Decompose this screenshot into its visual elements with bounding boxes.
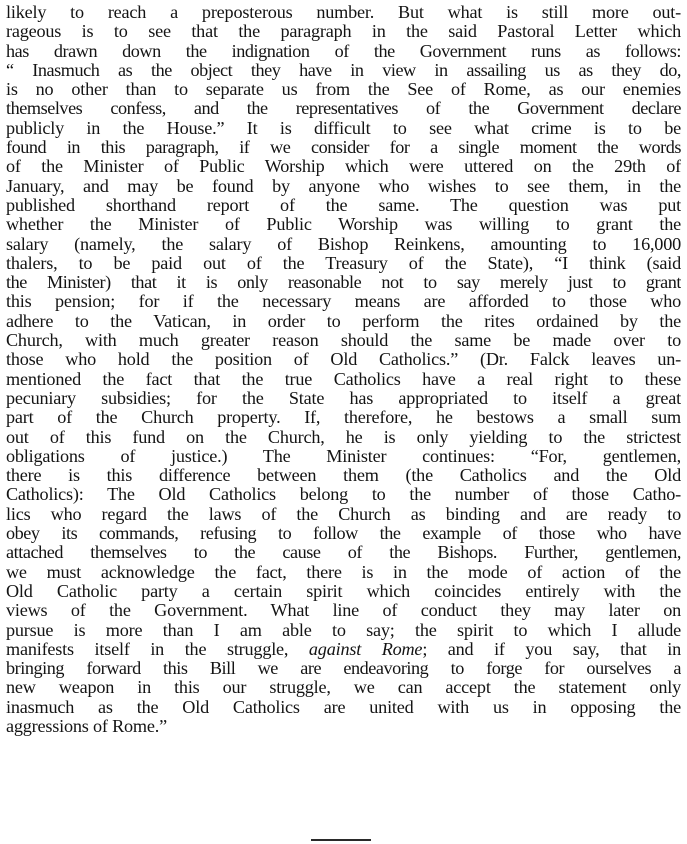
text-line: bringing forward this Bill we are endeavoring to forge for ourselves a: [6, 659, 681, 679]
text-line: new weapon in this our struggle, we can accept the statement only: [6, 678, 681, 698]
text-line: obey its commands, refusing to follow the example of those who have: [6, 524, 681, 544]
text-line: [6, 640, 681, 659]
text-line: thalers, to be paid out of the Treasury of the State), “I think (said: [6, 253, 681, 273]
text-line: inasmuch as the Old Catholics are united with us in opposing the: [6, 697, 681, 717]
text-line: found in this paragraph, if we consider for a single moment the words: [6, 138, 681, 158]
text-line: January, and may be found by anyone who wishes to see them, in the: [6, 176, 681, 196]
text-line: published shorthand report of the same. The question was put: [6, 195, 681, 215]
article-text: [6, 3, 681, 736]
text-line: pursue is more than I am able to say; the spirit to which I allude: [6, 620, 681, 640]
text-line: is no other than to separate us from the See of Rome, as our enemies: [6, 80, 681, 100]
section-divider: [311, 839, 371, 841]
italic-phrase: against Rome: [308, 639, 423, 659]
text-line: of the Minister of Public Worship which were uttered on the 29th of: [6, 157, 681, 177]
text-line: out of this fund on the Church, he is only yielding to the strictest: [6, 427, 681, 447]
text-line: this pension; for if the necessary means are afforded to those who: [6, 292, 681, 312]
text-line: mentioned the fact that the true Catholics have a real right to these: [6, 369, 681, 389]
text-segment: manifests itself in the struggle,: [6, 639, 309, 659]
text-line: rageous is to see that the paragraph in the said Pastoral Letter which: [6, 22, 681, 42]
text-line: salary (namely, the salary of Bishop Reinkens, amounting to 16,000: [6, 234, 681, 254]
text-line: those who hold the position of Old Catholics.” (Dr. Falck leaves un-: [6, 350, 681, 370]
text-line: whether the Minister of Public Worship was willing to grant the: [6, 215, 681, 235]
text-line: Church, with much greater reason should the same be made over to: [6, 331, 681, 351]
text-line: views of the Government. What line of conduct they may later on: [6, 601, 681, 621]
text-line: pecuniary subsidies; for the State has appropriated to itself a great: [6, 388, 681, 408]
text-line: the Minister) that it is only reasonable not to say merely just to grant: [6, 273, 681, 293]
text-line: themselves confess, and the representatives of the Government declare: [6, 99, 681, 119]
text-line: lics who regard the laws of the Church as binding and are ready to: [6, 504, 681, 524]
text-line: likely to reach a preposterous number. But what is still more out-: [6, 3, 681, 22]
text-line: “ Inasmuch as the object they have in view in assailing us as they do,: [6, 60, 681, 80]
text-line: adhere to the Vatican, in order to perform the rites ordained by the: [6, 311, 681, 331]
text-line: there is this difference between them (the Catholics and the Old: [6, 466, 681, 486]
text-line: Old Catholic party a certain spirit which coincides entirely with the: [6, 581, 681, 601]
text-line: Catholics): The Old Catholics belong to the number of those Catho-: [6, 485, 681, 505]
text-line: publicly in the House.” It is difficult to see what crime is to be: [6, 118, 681, 138]
text-segment: ; and if you say, that in: [422, 639, 681, 659]
text-line: aggressions of Rome.”: [6, 716, 167, 736]
text-line: part of the Church property. If, therefore, he bestows a small sum: [6, 408, 681, 428]
text-line: obligations of justice.) The Minister continues: “For, gentlemen,: [6, 446, 681, 466]
text-line: has drawn down the indignation of the Government runs as follows:: [6, 41, 681, 61]
text-line: we must acknowledge the fact, there is in the mode of action of the: [6, 562, 681, 582]
text-line: attached themselves to the cause of the Bishops. Further, gentlemen,: [6, 543, 681, 563]
